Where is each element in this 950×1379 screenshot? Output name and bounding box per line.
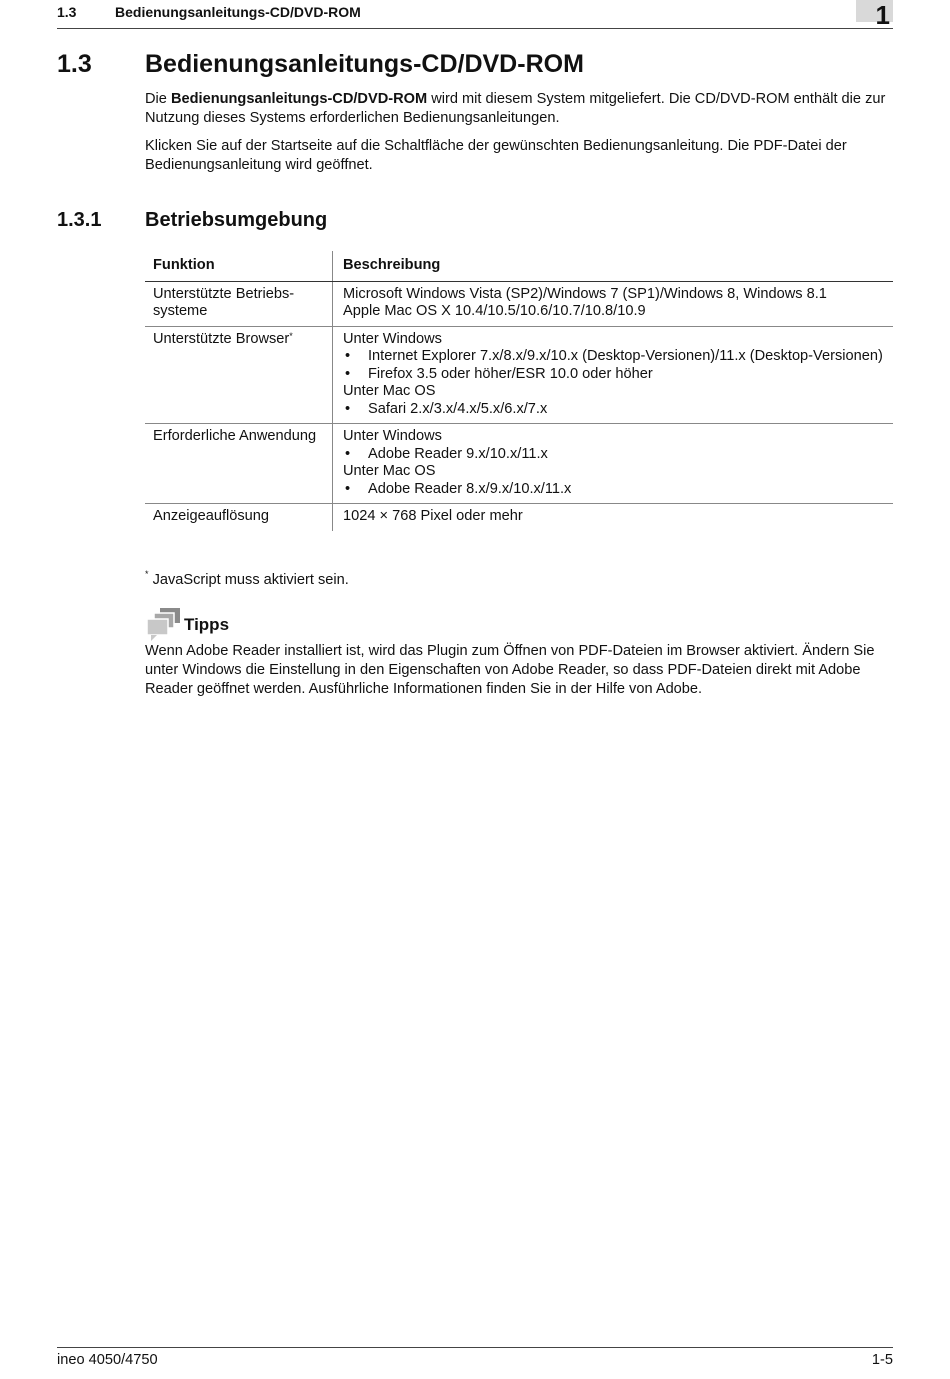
list-item: • Adobe Reader 9.x/10.x/11.x [343, 446, 885, 464]
chapter-number: 1 [875, 0, 890, 30]
description-cell [333, 504, 894, 531]
column-header-description: Beschreibung [333, 251, 894, 281]
list-item: • Safari 2.x/3.x/4.x/5.x/6.x/7.x [343, 401, 885, 419]
description-cell [333, 424, 894, 504]
description-cell [333, 281, 894, 326]
function-cell [145, 326, 333, 424]
startpage-paragraph: Klicken Sie auf der Startseite auf die Schaltfläche der gewünschten Bedienungsanleitung. Die PDF-Datei der Bedienungsanleitung wird geöffnet. [145, 138, 847, 173]
footnote [145, 569, 349, 588]
section-title: Bedienungsanleitungs-CD/DVD-ROM [145, 50, 584, 78]
function-cell: Unterstützte Betriebs-systeme [145, 281, 333, 326]
group-label: Unter Mac OS [343, 383, 436, 399]
footnote-mark: * [145, 569, 149, 579]
chapter-tab [856, 0, 893, 30]
subsection-number: 1.3.1 [57, 209, 102, 231]
running-header [57, 0, 893, 29]
section-number: 1.3 [57, 50, 92, 78]
list-item: • Internet Explorer 7.x/8.x/9.x/10.x (Desktop-Versionen)/11.x (Desktop-Versionen) [343, 348, 885, 366]
function-cell: Erforderliche Anwendung [145, 424, 333, 504]
footnote-marker: * [289, 330, 293, 341]
intro-prefix: Die [145, 91, 171, 107]
function-cell: Anzeigeauflösung [145, 504, 333, 531]
description-line: Microsoft Windows Vista (SP2)/Windows 7 (SP1)/Windows 8, Windows 8.1 [343, 285, 827, 302]
tips-text: Wenn Adobe Reader installiert ist, wird das Plugin zum Öffnen von PDF-Dateien im Browser aktiviert. Ändern Sie unter Windows die Einstellung in den Eigenschaften von Adobe Reader, so dass PDF-Dateien direkt mit Adobe Reader geöffnet werden. Ausführliche Informationen finden Sie in der Hilfe von Adobe. [145, 643, 875, 697]
column-header-function: Funktion [145, 251, 333, 281]
footnote-text: JavaScript muss aktiviert sein. [148, 572, 349, 588]
group-label: Unter Mac OS [343, 463, 436, 479]
table-row [145, 326, 893, 424]
table-row [145, 424, 893, 504]
tips-icon [146, 608, 182, 642]
table-header-row [145, 251, 893, 281]
table-row [145, 281, 893, 326]
intro-bold-term: Bedienungsanleitungs-CD/DVD-ROM [170, 91, 428, 107]
header-section-number: 1.3 [57, 4, 77, 20]
list-item: • Adobe Reader 8.x/9.x/10.x/11.x [343, 481, 885, 499]
description-line: 1024 × 768 Pixel oder mehr [343, 508, 523, 524]
group-label: Unter Windows [343, 330, 442, 347]
group-label: Unter Windows [343, 428, 442, 444]
intro-suffix: wird mit diesem System mitgeliefert. Die CD/DVD-ROM enthält die zur Nutzung dieses Systems erforderlichen Bedienungsanleitungen. [145, 91, 886, 126]
header-section-title: Bedienungsanleitungs-CD/DVD-ROM [115, 4, 361, 20]
environment-table [145, 251, 893, 531]
table-row [145, 504, 893, 531]
footer-page-number: 1-5 [871, 1352, 893, 1368]
tips-title: Tipps [184, 615, 230, 634]
list-item: • Firefox 3.5 oder höher/ESR 10.0 oder höher [343, 366, 885, 384]
function-label: Unterstützte Browser [153, 330, 290, 347]
intro-paragraph [145, 90, 895, 128]
footer-divider [57, 1347, 893, 1348]
description-cell [333, 326, 894, 424]
description-line: Apple Mac OS X 10.4/10.5/10.6/10.7/10.8/10.9 [343, 303, 646, 319]
subsection-title: Betriebsumgebung [145, 209, 328, 231]
footer-product: ineo 4050/4750 [57, 1352, 158, 1368]
